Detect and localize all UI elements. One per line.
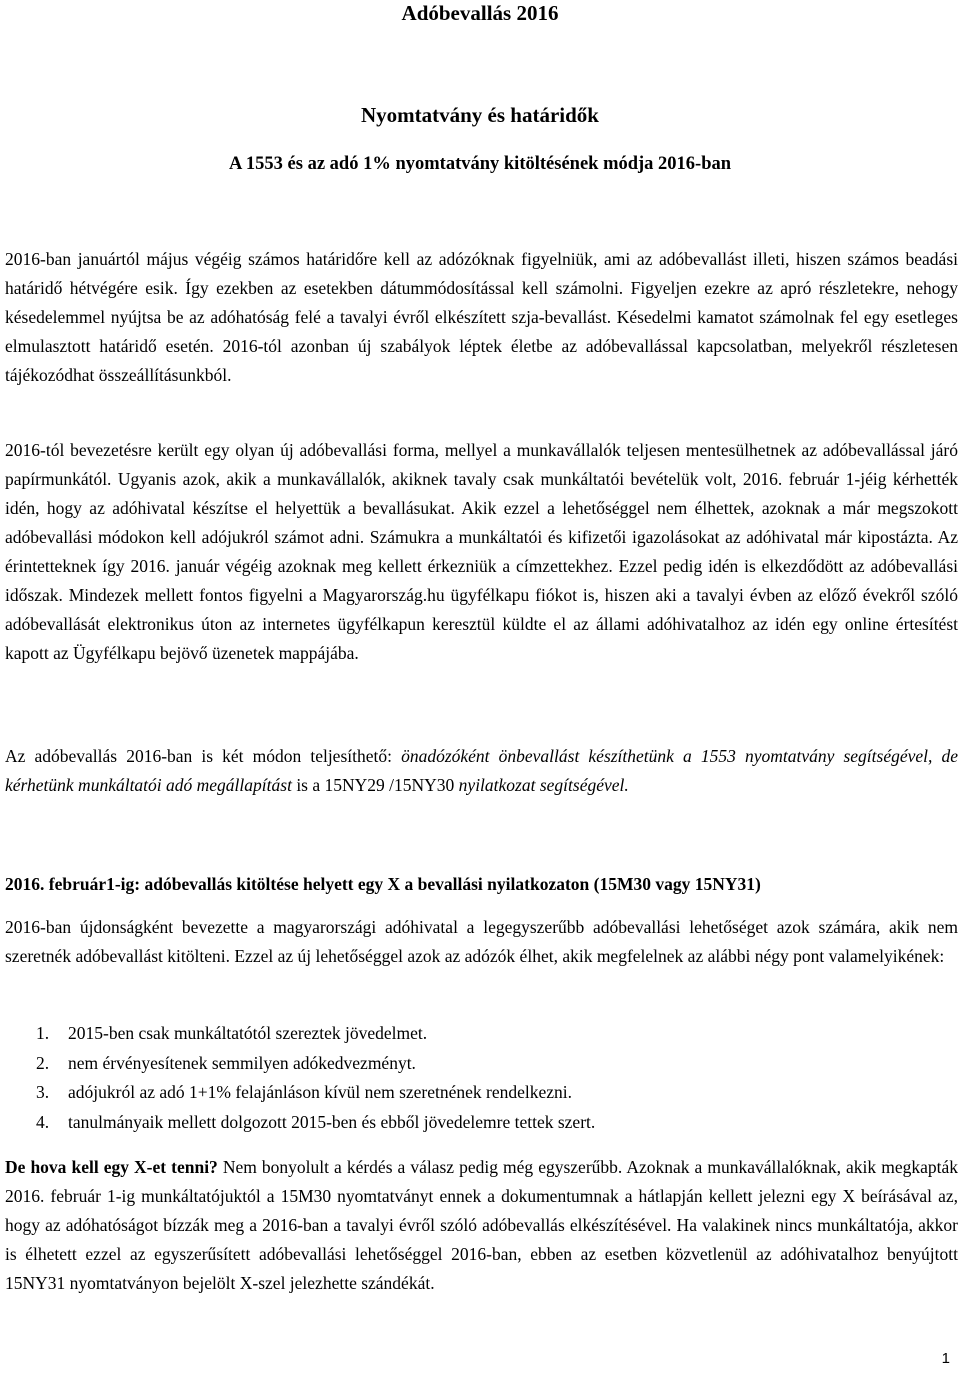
novelty-paragraph: 2016-ban újdonságként bevezette a magyarországi adóhivatal a legegyszerűbb adóbevallási lehetőséget azok számára, akik nem szeretnék adóbevallást kitölteni. Ezzel az új lehetőséggel azok az adózók élhet, akik megfelelnek az alábbi négy pont valamelyikének:: [5, 917, 958, 966]
list-item-text: 2015-ben csak munkáltatótól szereztek jövedelmet.: [68, 1023, 428, 1043]
list-item-number: 3.: [36, 1082, 50, 1102]
list-item-number: 4.: [36, 1111, 50, 1132]
document-title: Adóbevallás 2016: [401, 1, 559, 25]
list-item: [5, 1108, 595, 1138]
list-item-number: 2.: [36, 1052, 50, 1073]
where-to-put-x-question: De hova kell egy X-et tenni?: [5, 1157, 218, 1177]
where-to-put-x-answer: Nem bonyolult a kérdés a válasz pedig még egyszerűbb. Azoknak a munkavállalóknak, akik megkapták 2016. február 1-ig munkáltatójuktól a 15M30 nyomtatványt ennek a dokumentumnak a hátlapján kellett jelezni egy X beírásával az, hogy az adóhatóságot bízzák meg a 2016-ban a tavalyi évről szóló adóbevallás elkészítésével. Ha valakinek nincs munkáltatója, akkor is élhetett ezzel az egyszerűsített adóbevallási lehetőséggel 2016-ban, ebben az esetben közvetlenül az adóhivatalhoz benyújtott 15NY31 nyomtatványon bejelölt X-szel jelezhette szándékát.: [5, 1157, 958, 1293]
list-item: [5, 1078, 595, 1108]
two-ways-lead: Az adóbevallás 2016-ban is két módon teljesíthető:: [5, 746, 402, 766]
page-number: 1: [941, 1350, 950, 1367]
new-form-paragraph: 2016-tól bevezetésre került egy olyan új adóbevallási forma, mellyel a munkavállalók teljesen mentesülhetnek az adóbevallással járó papírmunkától. Ugyanis azok, akik a munkavállalók, akiknek tavaly csak munkáltatói bevételük volt, 2016. február 1-jéig kérhették idén, hogy az adóhivatal készítse el helyettük a bevallásukat. Akik ezzel a lehetőséggel nem élhettek, azoknak a már megszokott adóbevallási módokon kell adójukról számot adni. Számukra a munkáltatói és kifizetői igazolásokat az adóhivatal már kipostázta. Az érintetteknek így 2016. január végéig azoknak meg kellett érkezniük a címzettekhez. Ezzel pedig idén is elkezdődött az adóbevallási időszak. Mindezek mellett fontos figyelni a Magyarország.hu ügyfélkapu fiókot is, hiszen aki a tavalyi évben az előző évekről szóló adóbevallását elektronikus úton az internetes ügyfélkapun keresztül küldte el az állami adóhivatalhoz az idén egy online értesítést kapott az Ügyfélkapu bejövő üzenetek mappájába.: [5, 440, 958, 663]
two-ways-italic-1: önadózóként önbevallást készíthetünk a 1553 nyomtatvány segítségével, de kérhetünk munkáltatói adó megállapítást: [5, 746, 958, 795]
intro-paragraph: 2016-ban januártól május végéig számos határidőre kell az adózóknak figyelniük, ami az adóbevallást illeti, hiszen számos beadási határidő hétvégére esik. Így ezekben az esetekben dátummódosítással kell számolni. Figyeljen ezekre az apró részletekre, nehogy késedelemmel nyújtsa be az adóhatóság felé a tavalyi évről elkészített szja-bevallást. Késedelmi kamatot számolnak fel egy esetleges elmulasztott határidő esetén. 2016-tól azonban új szabályok léptek életbe az adóbevallással kapcsolatban, melyekről részletesen tájékozódhat összeállításunkból.: [5, 249, 958, 385]
two-ways-paragraph: [5, 742, 958, 800]
section-title: Nyomtatvány és határidők: [360, 103, 599, 127]
list-item-text: nem érvényesítenek semmilyen adókedvezményt.: [68, 1052, 416, 1073]
section-heading-deadline: 2016. február1-ig: adóbevallás kitöltése helyett egy X a bevallási nyilatkozaton (15M30 vagy 15NY31): [5, 874, 761, 894]
list-item: [5, 1019, 595, 1049]
list-item-number: 1.: [36, 1023, 50, 1043]
list-item-text: adójukról az adó 1+1% felajánláson kívül nem szeretnének rendelkezni.: [68, 1082, 573, 1102]
two-ways-mid: is a 15NY29 /15NY30: [291, 775, 459, 795]
list-item-text: tanulmányaik mellett dolgozott 2015-ben és ebből jövedelemre tettek szert.: [68, 1111, 596, 1132]
two-ways-italic-2: nyilatkozat segítségével.: [458, 775, 629, 795]
conditions-list: [5, 1019, 595, 1137]
where-to-put-x-paragraph: [5, 1153, 958, 1298]
document-subtitle: A 1553 és az adó 1% nyomtatvány kitöltésének módja 2016-ban: [228, 154, 732, 174]
list-item: [5, 1049, 595, 1079]
